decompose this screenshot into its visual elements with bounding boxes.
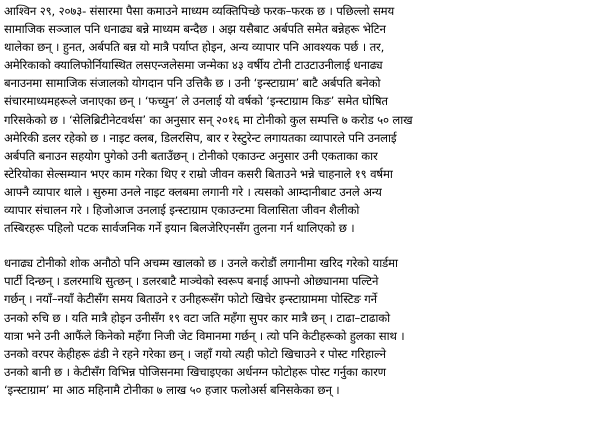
text-line: बनाउनमा सामाजिक संजालको योगदान पनि उत्तिकै छ । उनी ‘इन्स्टाग्राम’ बाटै अर्बपति बनेको: [4, 76, 381, 91]
text-line: उनको वरपर केहीहरू ढंडी ने रहने गरेका छन् । जहाँ गयो त्यही फोटो खिचाउने र पोस्ट गरिहाल्ने: [4, 346, 386, 361]
text-line: ‘इन्स्टाग्राम’ मा आठ महिनामै टोनीका ७ लाख ५० हजार फलोअर्स बनिसकेका छन् ।: [4, 382, 340, 397]
text-line: अमेरिकाको क्यालिफोर्नियास्थित लसएन्जलेसमा जन्मेका ४३ वर्षीय टोनी टाउटाउनीलाई धनाढ्य: [4, 58, 383, 73]
text-line: सामाजिक सञ्जाल पनि धनाढ्य बन्ने माध्यम बन्दैछ । अझ यसैबाट अर्बपति समेत बन्नेहरू भेटिन: [4, 22, 386, 37]
text-line: पार्टी दिन्छन् । डलरमाथि सुत्छन् । डलरबाटै माञ्चेको स्वरूप बनाई आफ्नो ओछ्यानमा पल्टिने: [4, 274, 379, 289]
text-line: व्यापार संचालन गरे । हिजोआज उनलाई इन्स्टाग्राम एकाउन्टमा विलासिता जीवन शैलीको: [4, 203, 360, 218]
text-line: उनको रुचि छ । यति मात्रै होइन उनीसँग १९ वटा जति महँगा सुपर कार मात्रै छन् । टाढा–टाढाको: [4, 310, 391, 325]
text-line: गरिसकेको छ । ‘सेलिब्रिटीनेटवर्थस’ का अनुसार सन् २०१६ मा टोनीको कुल सम्पत्ति ७ करोड ५० लाख: [4, 112, 413, 127]
text-line: अमेरिकी डलर रहेको छ । नाइट क्लब, डिलरसिप, बार र रेस्टुरेन्ट लगायतका व्यापारले पनि उनलाई: [4, 130, 397, 145]
text-line: यात्रा भने उनी आफैंले किनेको महँगा निजी जेट विमानमा गर्छन् । त्यो पनि केटीहरूको हुलका साथ ।: [4, 328, 405, 343]
text-line: थालेका छन् । हुनत, अर्बपति बन्न यो मात्रै पर्याप्त होइन, अन्य व्यापार पनि आवश्यक पर्छ । तर,: [4, 40, 385, 55]
text-line: तस्बिरहरू पहिलो पटक सार्वजनिक गर्ने इयान बिलजेरिएनसँग तुलना गर्न थालिएको छ ।: [4, 221, 355, 236]
text-line: संचारमाध्यमहरूले जनाएका छन् । ‘फच्युन’ ले उनलाई यो वर्षको ‘इन्स्टाग्राम किङ’ समेत घोषित: [4, 94, 388, 109]
text-line: अर्बपति बनाउन सहयोग पुगेको उनी बताउँछन् । टोनीको एकाउन्ट अनुसार उनी एकताका कार: [4, 148, 378, 163]
text-line: आफ्नै व्यापार थाले । सुरुमा उनले नाइट क्लबमा लगानी गरे । त्यसको आम्दानीबाट उनले अन्य: [4, 184, 382, 199]
text-line: स्टेरियोका सेल्सम्यान भएर काम गरेका थिए र राम्रो जीवन कसरी बिताउने भन्ने चाहनाले १९ वर्षमा: [4, 166, 393, 181]
paragraph-1: [0, 2, 612, 237]
text-line: आश्विन २९, २०७३- संसारमा पैसा कमाउने माध्यम व्यक्तिपिच्छे फरक–फरक छ । पछिल्लो समय: [4, 4, 395, 18]
text-line: धनाढ्य टोनीको शोक अनौठो पनि अचम्म खालको छ । उनले करोडौं लगानीमा खरिद गरेको यार्डमा: [4, 256, 398, 271]
text-line: उनको बानी छ । केटीसँग विभिन्न पोजिसनमा खिचाइएका अर्धनग्न फोटोहरू पोस्ट गर्नुका कारण: [4, 364, 386, 379]
paragraph-2: [0, 254, 612, 399]
paragraph-spacer: [0, 237, 612, 254]
article-body: [0, 2, 612, 429]
text-line: गर्छन् । नयाँ–नयाँ केटीसँग समय बिताउने र उनीहरूसँग फोटो खिचेर इन्स्टाग्राममा पोस्टिङ गर्ने: [4, 292, 377, 307]
